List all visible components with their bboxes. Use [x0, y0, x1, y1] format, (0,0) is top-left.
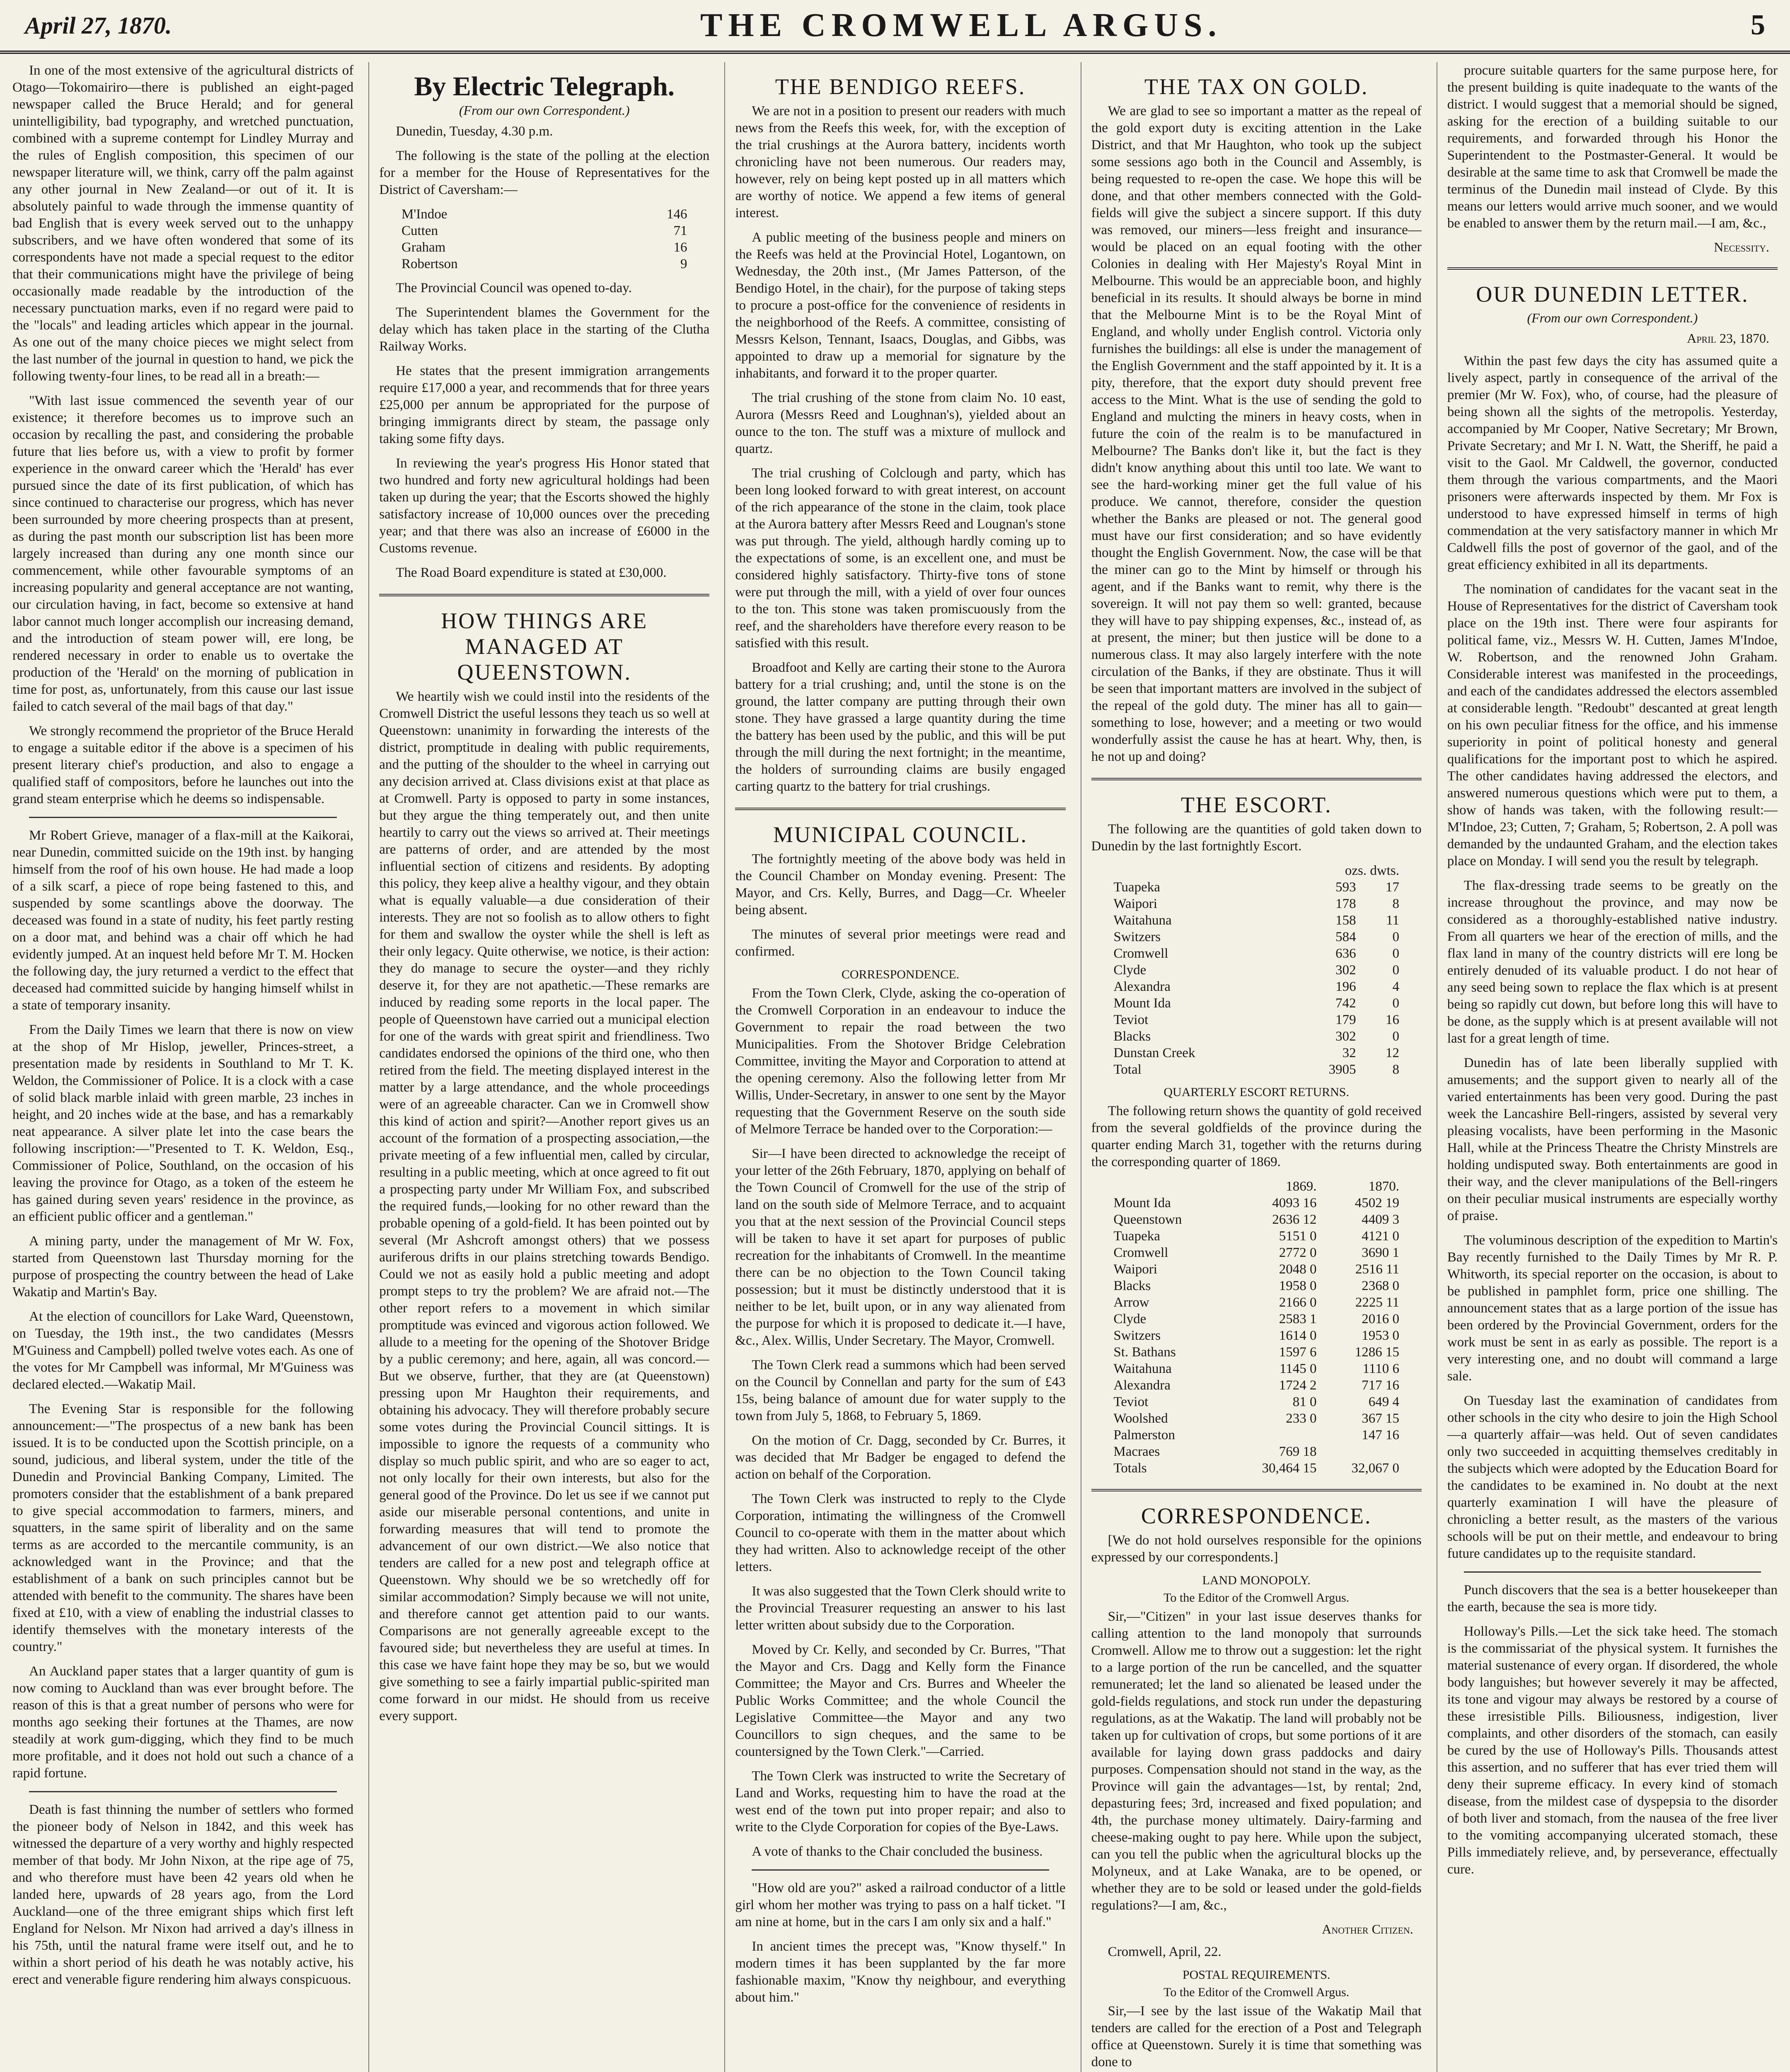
ounces: 32	[1342, 1046, 1356, 1060]
paragraph: In reviewing the year's progress His Honor stated that two hundred and forty new agricultural holdings had been taken up during the year; that the Escorts showed the highly satisfactory increase of 10,000 ounces over the preceding year; and that there was also an increase of £6000 in the Customs revenue.	[379, 456, 710, 556]
place: Waipori	[1113, 896, 1157, 911]
divider	[29, 1791, 337, 1792]
ounces: 742	[1335, 996, 1356, 1011]
table-row	[1111, 995, 1402, 1012]
value-1869: 769 18	[1279, 1444, 1317, 1459]
subheading: CORRESPONDENCE.	[841, 968, 960, 981]
candidate-votes: 16	[673, 240, 687, 255]
divider	[752, 1869, 1049, 1871]
year-header: 1869.	[1286, 1179, 1317, 1194]
dunedin-letter-date: April 23, 1870.	[1687, 331, 1769, 346]
letter-signature: Another Citizen.	[1322, 1922, 1413, 1936]
total-1870: 32,067 0	[1351, 1461, 1399, 1476]
table-row	[1111, 945, 1402, 962]
pennyweights: 16	[1385, 1012, 1399, 1027]
candidate-name: Robertson	[402, 257, 458, 271]
table-row	[1111, 1228, 1402, 1244]
value-1869	[1226, 1427, 1319, 1443]
value-1870: 1110 6	[1362, 1361, 1399, 1376]
value-1870: 1286 15	[1355, 1345, 1399, 1360]
place: Arrow	[1113, 1295, 1149, 1310]
table-row	[1111, 912, 1402, 929]
paragraph: The trial crushing of the stone from claim No. 10 east, Aurora (Messrs Reed and Loughnan's), yielded about an ounce to the ton. The stuff was a mixture of mullock and quartz.	[735, 390, 1066, 456]
total-pennyweights: 8	[1392, 1062, 1399, 1077]
place: Woolshed	[1113, 1411, 1168, 1426]
value-1869: 1145 0	[1279, 1361, 1317, 1376]
editorial-note: [We do not hold ourselves responsible for the opinions expressed by our correspondents.]	[1091, 1533, 1422, 1565]
paragraph: The following are the quantities of gold taken down to Dunedin by the last fortnightly Escort.	[1091, 822, 1422, 854]
managed-heading: HOW THINGS ARE MANAGED AT QUEENSTOWN.	[441, 608, 648, 685]
year-header: 1870.	[1368, 1179, 1399, 1194]
ounces: 584	[1335, 929, 1356, 944]
column-4	[1081, 62, 1422, 2072]
paragraph: Dunedin has of late been liberally supplied with amusements; and the support given to nearly all of the varied entertainments has been very good. During the past week the Lancashire Bell-ringers, assisted by several very pleasing vocalists, have been performing in the Masonic Hall, while at the Princess Theatre the Christy Minstrels are holding undisputed sway. Both entertainments are good in their way, and the clever manipulations of the Bell-ringers on their peculiar musical instruments are especially worthy of praise.	[1447, 1055, 1778, 1223]
letter-body: Sir,—I see by the last issue of the Wakatip Mail that tenders are called for the erection of a Post and Telegraph office at Queenstown. Surely it is time that something was done to	[1091, 2004, 1422, 2070]
place: Waitahuna	[1113, 1361, 1172, 1376]
paragraph: From the Town Clerk, Clyde, asking the co-operation of the Cromwell Corporation in an endeavour to induce the Government to repair the road between the two Municipalities. From the Shotover Bridge Celebration Committee, inviting the Mayor and Corporation to attend at the opening ceremony. Also the following letter from Mr Willis, Under-Secretary, in answer to one sent by the Mayor requesting that the Government Reserve on the south side of Melmore Terrace be handed over to the Corporation:—	[735, 986, 1066, 1137]
pennyweights: 0	[1392, 929, 1399, 944]
poll-table	[399, 206, 690, 272]
page-number: 5	[1750, 9, 1765, 41]
table-row	[1111, 1311, 1402, 1327]
table-row	[1111, 1012, 1402, 1028]
reefs-heading: THE BENDIGO REEFS.	[775, 74, 1026, 99]
value-1870: 2368 0	[1362, 1278, 1399, 1293]
value-1869: 1614 0	[1279, 1328, 1317, 1343]
value-1870	[1319, 1443, 1402, 1460]
value-1869: 2048 0	[1279, 1262, 1317, 1277]
ounces: 302	[1335, 1029, 1356, 1044]
place: Waipori	[1113, 1262, 1157, 1277]
paragraph: The nomination of candidates for the vacant seat in the House of Representatives for the district of Caversham took place on the 19th inst. There were four aspirants for political fame, viz., Messrs W. H. Cutten, James M'Indoe, W. Robertson, and the renowned John Graham. Considerable interest was manifested in the proceedings, and each of the candidates addressed the electors assembled at considerable length. "Redoubt" descanted at great length on his own peculiar fitness for the office, and his immense superiority in point of political honesty and general qualifications for the important post to which he aspired. The other candidates having addressed the electors, and answered numerous questions which were put to them, a show of hands was taken, with the following result:—M'Indoe, 23; Cutten, 7; Graham, 5; Robertson, 2. A poll was demanded by the undaunted Graham, and the election takes place on Monday. I will send you the result by telegraph.	[1447, 582, 1778, 869]
paragraph: In one of the most extensive of the agricultural districts of Otago—Tokomairiro—there is published an eight-paged newspaper called the Bruce Herald; and for general unintelligibility, bad typography, and wretched punctuation, combined with a supreme contempt for Lindley Murray and the rules of English composition, this specimen of our newspaper literature will, we think, carry off the palm against any other journal in New Zealand—or out of it. It is absolutely painful to wade through the immense quantity of bad English that is every week served out to the unhappy subscribers, and we have often wondered that some of its correspondents have not made a special request to the editor that their communications might have the privilege of being occasionally made readable by the introduction of the necessary punctuation marks, even if no regard were paid to the "locals" and leading articles which appear in the journal. As one out of the many choice pieces we might select from the last number of the journal in question to hand, we pick the following twenty-four lines, to be read all in a breath:—	[12, 63, 354, 384]
pennyweights: 12	[1385, 1046, 1399, 1060]
table-row	[1111, 1443, 1402, 1460]
value-1869: 2636 12	[1272, 1212, 1317, 1227]
pennyweights: 4	[1392, 979, 1399, 994]
section-divider	[735, 808, 1065, 810]
table-row	[1111, 1294, 1402, 1311]
pennyweights: 0	[1392, 996, 1399, 1011]
place: Tuapeka	[1113, 880, 1160, 895]
tax-heading: THE TAX ON GOLD.	[1144, 74, 1369, 99]
issue-date: April 27, 1870.	[25, 12, 172, 39]
total-1869: 30,464 15	[1262, 1461, 1317, 1476]
paragraph: He states that the present immigration arrangements require £17,000 a year, and recommends that for three years £25,000 per annum be appropriated for the purpose of bringing immigrants direct by steam, the passage only taking some fifty days.	[379, 363, 710, 446]
letter-addressee: To the Editor of the Cromwell Argus.	[1164, 1985, 1350, 1999]
value-1869: 1724 2	[1279, 1378, 1317, 1393]
table-row	[1111, 1427, 1402, 1443]
paragraph: Within the past few days the city has assumed quite a lively aspect, partly in consequence of the arrival of the premier (Mr W. Fox), who, of course, had the pleasure of being shown all the sights of the metropolis. Yesterday, accompanied by Mr Cooper, Native Secretary; Mr Brown, Private Secretary; and Mr I. N. Watt, the Sheriff, he paid a visit to the Gaol. Mr Caldwell, the governor, conducted them through the various compartments, and the Maori prisoners were afterwards inspected by them. Mr Fox is understood to have expressed himself in terms of high commendation at the very satisfactory manner in which Mr Caldwell fills the post of governor of the gaol, and of the great efficiency exhibited in all its departments.	[1447, 353, 1778, 572]
pennyweights: 8	[1392, 896, 1399, 911]
table-row	[399, 223, 690, 239]
place: Waitahuna	[1113, 913, 1172, 928]
correspondence-heading: CORRESPONDENCE.	[1141, 1503, 1372, 1528]
paragraph: Death is fast thinning the number of settlers who formed the pioneer body of Nelson in 1842, and this week has witnessed the departure of a very worthy and highly respected member of that body. Mr John Nixon, at the ripe age of 75, and who therefore must have been 42 years old when he landed here, upwards of 28 years ago, from the Lord Auckland—one of the three emigrant ships which first left England for Nelson. Mr Nixon had arrived a day's illness in his 75th, until the natural frame were itself out, and he to within a short period of his death he was notably active, his erect and venerable figure rendering him always conspicuous.	[12, 1802, 354, 1987]
value-1869: 4093 16	[1272, 1196, 1317, 1210]
paragraph: The following is the state of the polling at the election for a member for the House of Representatives for the District of Caversham:—	[379, 148, 710, 197]
ounces: 158	[1335, 913, 1356, 928]
place: Alexandra	[1113, 1378, 1171, 1393]
paragraph: "With last issue commenced the seventh year of our existence; it therefore becomes us to improve such an occasion by recalling the past, and considering the probable future that lies before us, with a view to profit by former experience in the onward career which the 'Herald' has ever pursued since the date of its first publication, of which has since continued to characterise our progress, which has never been surrounded by more cheering prospects than at present, as during the past month our subscription list has been more largely increased than during any one month since our commencement, while other favourable symptoms of an increasing popularity and general acceptance are not wanting, our circulation having, in fact, become so extensive at hand labor cannot much longer accomplish our increasing demand, and the introduction of steam power will, ere long, be rendered necessary in order to enable us to overtake the production of the 'Herald' on the morning of publication in time for post, as, unfortunately, from this cause our last issue failed to catch several of the mail bags of that day."	[12, 393, 354, 714]
candidate-name: Graham	[402, 240, 446, 255]
table-row	[1111, 1410, 1402, 1427]
letter-continuation: procure suitable quarters for the same purpose here, for the present building is quite inadequate to the wants of the district. I would suggest that a memorial should be signed, asking for the erection of a building suitable to our requirements, and forwarded through his Honor the Superintendent to the Postmaster-General. It would be desirable at the same time to ask that Cromwell be made the terminus of the Dunedin mail instead of Clyde. By this means our letters would arrive much sooner, and we would be enabled to answer them by the return mail.—I am, &c.,	[1447, 63, 1778, 231]
value-1870: 2516 11	[1355, 1262, 1399, 1277]
value-1870: 1953 0	[1362, 1328, 1399, 1343]
value-1870: 4409 3	[1362, 1212, 1399, 1227]
candidate-votes: 9	[680, 257, 687, 271]
total-row	[1111, 1460, 1402, 1477]
dunedin-letter-subtitle: (From our own Correspondent.)	[1527, 310, 1698, 325]
value-1869: 5151 0	[1279, 1229, 1317, 1244]
place: St. Bathans	[1113, 1345, 1176, 1360]
paragraph: We are glad to see so important a matter as the repeal of the gold export duty is exciting attention in the Lake District, and that Mr Haughton, who took up the subject some sessions ago both in the Council and Assembly, is being requested to re-open the case. We hope this will be done, and that other members connected with the Gold-fields will give the subject a sincere support. If this duty was removed, our miners—less freight and insurance—would be placed on an equal footing with the other Colonies in dealing with Her Majesty's Royal Mint in Melbourne. This would be an appreciable boon, and highly beneficial in its results. It should always be borne in mind that the Melbourne Mint is to be the Royal Mint of England, and wholly under English control. Victoria only furnishes the buildings: all else is under the management of the English Government and the staff appointed by it. It is a pity, therefore, that the export duty should prevent free access to the Mint. What is the use of sending the gold to England and mulcting the miners in heavy costs, when in future the coin of the realm is to be manufactured in Melbourne? The Banks don't like it, but the fact is they didn't know anything about this until too late. We want to see the hard-working miner get the full value of his produce. We cannot, therefore, consider the question whether the Banks are pleased or not. The general good must have our first consideration; and so have evidently thought the English Government. Now, the case will be that the miner can go to the Mint by himself or through his agent, and if the Banks want to remit, why there is the sovereign. It will not pay them so well: granted, because they will have to pay shipping expenses, &c., instead of, as at present, the miner; but then justice will be done to a numerous class. It may also largely interfere with the note circulation of the Banks, if they are obstinate. Thus it will be seen that important matters are involved in the subject of the repeal of the gold duty. The miner has all to gain—something to lose, however; and a meeting or two would wonderfully assist the cause he has at heart. Why, then, is he not up and doing?	[1091, 104, 1422, 764]
place: Blacks	[1113, 1029, 1151, 1044]
telegraph-subtitle: (From our own Correspondent.)	[459, 103, 630, 118]
unit-header: ozs. dwts.	[1345, 863, 1399, 878]
letter-title: POSTAL REQUIREMENTS.	[1182, 1968, 1330, 1982]
table-row	[1111, 1261, 1402, 1278]
paragraph: Broadfoot and Kelly are carting their stone to the Aurora battery for a trial crushing; and, until the stone is on the ground, the latter company are putting through their own stone. They have grassed a large quantity during the time the battery has been used by the public, and this will be put through the mill during the next fortnight; in the meantime, the holders of surrounding claims are busily engaged carting quartz to the battery for trial crushings.	[735, 660, 1066, 794]
place: Clyde	[1113, 1312, 1147, 1326]
candidate-name: Cutten	[402, 223, 438, 238]
table-row	[399, 256, 690, 272]
place: Alexandra	[1113, 979, 1171, 994]
section-divider	[379, 594, 709, 596]
letter-place: Cromwell, April, 22.	[1108, 1944, 1222, 1959]
place: Tuapeka	[1113, 1229, 1160, 1244]
value-1870: 3690 1	[1362, 1245, 1399, 1260]
place: Mount Ida	[1113, 996, 1171, 1011]
place: Cromwell	[1113, 946, 1168, 961]
table-row	[1111, 1278, 1402, 1294]
escort-heading: THE ESCORT.	[1180, 792, 1332, 817]
paragraph: The voluminous description of the expedition to Martin's Bay recently furnished to the Daily Times by Mr R. P. Whitworth, its special reporter on the occasion, is about to be published in pamphlet form, price one shilling. The announcement states that as a large portion of the issue has been ordered by the Provincial Government, orders for the work must be sent in as early as possible. The report is a very interesting one, and no doubt will command a large sale.	[1447, 1233, 1778, 1384]
telegraph-heading: By Electric Telegraph.	[414, 71, 675, 102]
table-row	[1111, 1377, 1402, 1394]
paragraph: Mr Robert Grieve, manager of a flax-mill at the Kaikorai, near Dunedin, committed suicide on the 19th inst. by hanging himself from the roof of his own house. He had made a loop of a silk scarf, a piece of rope being fastened to this, and suspended by some scantlings above the doorway. The deceased was found in a state of nudity, his feet partly resting on a door mat, and behind was a chair off which he had evidently jumped. At an inquest held before Mr T. M. Hocken the following day, the jury returned a verdict to the effect that deceased had committed suicide by hanging himself whilst in a state of temporary insanity.	[12, 828, 354, 1013]
value-1870: 367 15	[1362, 1411, 1399, 1426]
paragraph: Sir—I have been directed to acknowledge the receipt of your letter of the 26th February, 1870, applying on behalf of the Town Council of Cromwell for the use of the strip of land on the south side of Melmore Terrace, and to acquaint you that at the next session of the Provincial Council steps will be taken to have it set apart for purposes of public recreation for the inhabitants of Cromwell. In the meantime there can be no objection to the Town Council taking possession; but it must be distinctly understood that it is neither to be let, built upon, or in any way alienated from the purpose for which it is proposed to dedicate it.—I have, &c., Alex. Willis, Under Secretary. The Mayor, Cromwell.	[735, 1146, 1066, 1348]
section-divider	[1447, 267, 1778, 270]
total-label: Totals	[1113, 1461, 1147, 1476]
place: Queenstown	[1113, 1212, 1182, 1227]
paragraph: The flax-dressing trade seems to be greatly on the increase throughout the province, and may now be considered as a thoroughly-established native industry. From all quarters we hear of the erection of mills, and the flax land in many of the country districts will ere long be entirely denuded of its valuable product. I do not hear of any seed being sown to replace the flax which is at present being so rapidly cut down, but before long this will have to be done, as the supply which is at present available will not last for a great length of time.	[1447, 878, 1778, 1046]
ounces: 178	[1335, 896, 1356, 911]
divider	[1464, 1571, 1761, 1573]
dateline: Dunedin, Tuesday, 4.30 p.m.	[396, 124, 553, 139]
value-1869: 2772 0	[1279, 1245, 1317, 1260]
value-1869: 1597 6	[1279, 1345, 1317, 1360]
total-row	[1111, 1061, 1402, 1078]
paragraph: The fortnightly meeting of the above body was held in the Council Chamber on Monday evening. Present: The Mayor, and Crs. Kelly, Burres, and Dagg—Cr. Wheeler being absent.	[735, 852, 1066, 917]
quarterly-table	[1111, 1178, 1402, 1477]
paragraph: On the motion of Cr. Dagg, seconded by Cr. Burres, it was decided that Mr Badger be engaged to defend the action on behalf of the Corporation.	[735, 1433, 1066, 1482]
subheading: QUARTERLY ESCORT RETURNS.	[1164, 1085, 1349, 1099]
pennyweights: 11	[1386, 913, 1399, 928]
paragraph: The Town Clerk was instructed to reply to the Clyde Corporation, intimating the willingness of the Cromwell Council to co-operate with them in the matter about which they had written. Also to acknowledge receipt of the other letters.	[735, 1491, 1066, 1574]
table-row	[1111, 929, 1402, 945]
paragraph: Punch discovers that the sea is a better housekeeper than the earth, because the sea is more tidy.	[1447, 1583, 1778, 1615]
escort-table	[1111, 862, 1402, 1078]
pennyweights: 0	[1392, 946, 1399, 961]
place: Dunstan Creek	[1113, 1046, 1195, 1060]
paragraph: The Provincial Council was opened to-day.	[396, 281, 632, 295]
place: Switzers	[1113, 929, 1161, 944]
place: Clyde	[1113, 963, 1147, 978]
value-1870: 2016 0	[1362, 1312, 1399, 1326]
table-row	[1111, 1195, 1402, 1211]
paragraph: A vote of thanks to the Chair concluded the business.	[752, 1844, 1043, 1859]
paragraph: In ancient times the precept was, "Know thyself." In modern times it has been supplanted by the far more fashionable maxim, "Know thy neighbour, and everything about him."	[735, 1939, 1066, 2005]
ounces: 196	[1335, 979, 1356, 994]
table-row	[1111, 896, 1402, 912]
table-row	[1111, 1394, 1402, 1410]
total-label: Total	[1113, 1062, 1142, 1077]
value-1870: 649 4	[1368, 1394, 1399, 1409]
value-1870: 147 16	[1362, 1428, 1399, 1443]
table-row	[399, 239, 690, 256]
table-row	[1111, 1327, 1402, 1344]
candidate-name: M'Indoe	[402, 207, 448, 222]
pennyweights: 0	[1392, 1029, 1399, 1044]
pennyweights: 0	[1392, 963, 1399, 978]
paragraph: At the election of councillors for Lake Ward, Queenstown, on Tuesday, the 19th inst., the two candidates (Messrs M'Guiness and Campbell) polled twelve votes each. As one of the votes for Mr Campbell was informal, Mr M'Guiness was declared elected.—Wakatip Mail.	[12, 1309, 354, 1392]
candidate-votes: 146	[667, 207, 687, 222]
table-row	[1111, 962, 1402, 978]
table-row	[1111, 1045, 1402, 1061]
table-row	[1111, 1244, 1402, 1261]
paragraph: Moved by Cr. Kelly, and seconded by Cr. Burres, "That the Mayor and Crs. Dagg and Kelly form the Finance Committee; the Mayor and Crs. Burres and Wheeler the Public Works Committee; and the whole Council the Legislative Committee—the Mayor and any two Councillors to sign cheques, and the same to be countersigned by the Town Clerk."—Carried.	[735, 1642, 1066, 1759]
paragraph: A public meeting of the business people and miners on the Reefs was held at the Provincial Hotel, Logantown, on Wednesday, the 20th inst., (Mr James Patterson, of the Bendigo Hotel, in the chair), for the purpose of taking steps to procure a post-office for the convenience of residents in the neighborhood of the Reefs. A committee, consisting of Messrs Kelson, Tennant, Isaacs, Douglas, and Gibbs, was appointed to draw up a memorial for signature by the inhabitants, and forward it to the proper quarter.	[735, 230, 1066, 381]
table-row	[399, 206, 690, 223]
column-5	[1437, 62, 1778, 2072]
paragraph: We heartily wish we could instil into the residents of the Cromwell District the useful lessons they teach us so well at Queenstown: unanimity in forwarding the interests of the district, promptitude in dealing with public requirements, and the putting of the shoulder to the wheel in carrying out any decision arrived at. Class divisions exist at that place as at Cromwell. Party is opposed to party in some instances, but they argue the thing temperately out, and then unite heartily to carry out the views so arrived at. Their meetings are patterns of order, and are attended by the most influential section of citizens and residents. By adopting this policy, they keep alive a healthy vigour, and they obtain what is equally valuable—a due consideration of their interests. They are not so foolish as to allow others to fight for them and swallow the oyster while the shell is left as their only legacy. Quite otherwise, we notice, is their action: they do manage to secure the oyster—and they richly deserve it, for they are not apathetic.—These remarks are induced by reading some reports in the local paper. The people of Queenstown have carried out a municipal election for one of the wards with great spirit and friendliness. Two candidates endorsed the opinions of the third one, who then retired from the field. The meeting displayed interest in the matter by a large attendance, and the whole proceedings were of an agreeable character. Can we in Cromwell show this kind of action and spirit?—Another report gives us an account of the formation of a prospecting association,—the private meeting of a few influential men, called by circular, resulting in a public meeting, which at once agreed to fit out a prospecting party under Mr William Fox, and subscribed the required funds,—looking for no other reward than the probable opening of a gold-field. It has been pointed out by several (Mr Ashcroft amongst others) that we possess auriferous drifts in our plains stretching towards Bendigo. Could we not as easily hold a public meeting and adopt prompt steps to try the problem? We are afraid not.—The other report refers to a movement in which similar promptitude was evinced and vigorous action followed. We allude to a meeting for the opening of the Shotover Bridge by a public ceremony; and here, again, all was concord.—But we observe, further, that they are (at Queenstown) pressing upon Mr Haughton their requirements, and obtaining his advocacy. They will therefore probably secure some votes during the Provincial Council sittings. It is impossible to ignore the requests of a community who display so much public spirit, and who are so eager to act, not only locally for their own interests, but also for the general good of the Province. Do let us see if we cannot put aside our miserable personal contentions, and unite in forwarding measures that will tend to promote the advancement of our own district.—We also notice that tenders are called for a new post and telegraph office at Queenstown. Why should we be so wretchedly off for similar accommodation? Simply because we will not unite, and therefore cannot get attention paid to our wants. Comparisons are not generally agreeable except to the favoured side; but nevertheless they are useful at times. In this case we have faint hope they may be so, but we would give something to see a fairly impartial public-spirited man come forward in our midst. He should from us receive every support.	[379, 689, 710, 1723]
section-divider	[1091, 1489, 1422, 1491]
dunedin-letter-heading: OUR DUNEDIN LETTER.	[1476, 282, 1749, 307]
paragraph: The Road Board expenditure is stated at £30,000.	[396, 565, 667, 580]
paragraph: The Town Clerk was instructed to write the Secretary of Land and Works, requesting him to have the road at the west end of the town put into proper repair; and also to write to the Clyde Corporation for copies of the Bye-Laws.	[735, 1769, 1066, 1835]
place: Switzers	[1113, 1328, 1161, 1343]
paragraph: We are not in a position to present our readers with much news from the Reefs this week, for, with the exception of the trial crushings at the Aurora battery, incidents worth chronicling have not been numerous. Our readers may, however, rely on being kept posted up in all matters which are worthy of notice. We append a few items of general interest.	[735, 104, 1066, 220]
candidate-votes: 71	[673, 223, 687, 238]
value-1869: 1958 0	[1279, 1278, 1317, 1293]
table-row	[1111, 1028, 1402, 1045]
value-1869: 2583 1	[1279, 1312, 1317, 1326]
paragraph: An Auckland paper states that a larger quantity of gum is now coming to Auckland than was ever brought before. The reason of this is that a great number of persons who were for months ago seeking their fortunes at the Thames, are now steadily at work gum-digging, which they find to be much more profitable, and it does not hold out such a chance of a rapid fortune.	[12, 1664, 354, 1781]
place: Teviot	[1113, 1394, 1149, 1409]
columns	[12, 62, 1778, 2072]
column-2	[368, 62, 709, 2072]
section-divider	[1091, 778, 1422, 780]
table-row	[1111, 879, 1402, 896]
place: Mount Ida	[1113, 1196, 1171, 1210]
council-heading: MUNICIPAL COUNCIL.	[773, 822, 1028, 847]
place: Macraes	[1113, 1444, 1160, 1459]
paragraph: The Evening Star is responsible for the following announcement:—"The prospectus of a new bank has been issued. It is to be conducted upon the Scottish principle, on a sound, judicious, and liberal system, under the title of the Dunedin and Provincial Banking Company, Limited. The promoters consider that the establishment of a bank prepared to give special accommodation to farmers, miners, and squatters, in the same spirit of liberality and on the same terms as are accorded to the mercantile community, is an acknowledged want in the Province; and that the establishment of a bank on such principles cannot but be attended with benefit to the community. The shares have been fixed at £10, with a view of enabling the industrial classes to identify themselves with the monetary interests of the country."	[12, 1402, 354, 1654]
ounces: 179	[1335, 1012, 1356, 1027]
value-1870: 2225 11	[1355, 1295, 1399, 1310]
total-ounces: 3905	[1328, 1062, 1356, 1077]
divider	[29, 817, 337, 818]
table-row	[1111, 1344, 1402, 1360]
paper-title: THE CROMWELL ARGUS.	[700, 7, 1222, 44]
value-1869: 81 0	[1292, 1394, 1317, 1409]
paragraph: The trial crushing of Colclough and party, which has been long looked forward to with great interest, on account of the rich appearance of the stone in the claim, took place at the Aurora battery after Messrs Reed and Lougnan's stone was put through. The yield, although hardly coming up to the expectations of some, is an excellent one, and must be considered highly satisfactory. Thirty-five tons of stone were put through the mill, with a yield of over four ounces to the ton. This stone was taken promiscuously from the reef, and the shareholders have therefore every reason to be satisfied with this result.	[735, 466, 1066, 651]
ounces: 593	[1335, 880, 1356, 895]
paragraph: The Superintendent blames the Government for the delay which has taken place in the starting of the Clutha Railway Works.	[379, 305, 710, 354]
letter-addressee: To the Editor of the Cromwell Argus.	[1164, 1591, 1350, 1605]
place: Teviot	[1113, 1012, 1149, 1027]
paragraph: It was also suggested that the Town Clerk should write to the Provincial Treasurer requesting an answer to his last letter written about subsidy due to the Corporation.	[735, 1584, 1066, 1633]
ounces: 302	[1335, 963, 1356, 978]
table-row	[1111, 978, 1402, 995]
value-1869: 233 0	[1286, 1411, 1317, 1426]
value-1870: 4121 0	[1362, 1229, 1399, 1244]
letter-body: Sir,—"Citizen" in your last issue deserves thanks for calling attention to the land monopoly that surrounds Cromwell. Allow me to throw out a suggestion: let the right to a large portion of the run be cancelled, and the squatter remunerated; let the land so alienated be leased under the gold-fields regulations, and stock run under the depasturing regulations, as at the Wakatip. The land will probably not be taken up for cultivation of crops, but some portions of it are available for laying down grass paddocks and dairy purposes. Compensation should not stand in the way, as the Province will gain the advantages—1st, by rental; 2nd, depasturing fees; 3rd, increased and fixed population; and 4th, the purchase money ultimately. Dairy-farming and cheese-making ought to pay here. While upon the subject, can you tell the public when the agricultural blocks up the Molyneux, and at Lake Wanaka, are to be opened, or whether they are to be sold or leased under the gold-fields regulations?—I am, &c.,	[1091, 1609, 1422, 1913]
paragraph: The minutes of several prior meetings were read and confirmed.	[735, 927, 1066, 959]
value-1870: 4502 19	[1355, 1196, 1399, 1210]
paragraph: A mining party, under the management of Mr W. Fox, started from Queenstown last Thursday morning for the purpose of prospecting the country between the head of Lake Wakatip and Martin's Bay.	[12, 1234, 354, 1300]
place: Cromwell	[1113, 1245, 1168, 1260]
paragraph: "How old are you?" asked a railroad conductor of a little girl whom her mother was trying to pass on a half ticket. "I am nine at home, but in the cars I am only six and a half."	[735, 1881, 1066, 1929]
letter-title: LAND MONOPOLY.	[1202, 1573, 1311, 1587]
ounces: 636	[1335, 946, 1356, 961]
value-1870: 717 16	[1362, 1378, 1399, 1393]
paragraph: Holloway's Pills.—Let the sick take heed. The stomach is the commissariat of the physical system. It furnishes the material sustenance of every organ. If disordered, the whole body languishes; but however severely it may be affected, its tone and vigour may always be restored by a course of these irresistible Pills. Biliousness, indigestion, liver complaints, and other disorders of the stomach, can easily be cured by the use of Holloway's Pills. Thousands attest this assertion, and no sufferer that has ever tried them will deny their supreme efficacy. In every kind of stomach disease, from the mildest case of dyspepsia to the disorder of both liver and stomach, from the nausea of the free liver to the vomiting accompanying ulcerated stomach, these Pills immediately relieve, and, by perseverance, effectually cure.	[1447, 1624, 1778, 1877]
paragraph: The following return shows the quantity of gold received from the several goldfields of the province during the quarter ending March 31, together with the returns during the corresponding quarter of 1869.	[1091, 1104, 1422, 1169]
letter-signature: Necessity.	[1714, 240, 1769, 254]
column-3	[724, 62, 1065, 2072]
masthead	[0, 0, 1790, 54]
paragraph: The Town Clerk read a summons which had been served on the Council by Connellan and party for the sum of £43 15s, being balance of amount due for water supply to the town from July 5, 1868, to February 5, 1869.	[735, 1358, 1066, 1423]
table-row	[1111, 1211, 1402, 1228]
paragraph: We strongly recommend the proprietor of the Bruce Herald to engage a suitable editor if the above is a specimen of his present literary chief's production, and also to engage a qualified staff of compositors, before he launches out into the grand steam enterprise which he deems so indispensable.	[12, 724, 354, 806]
paragraph: On Tuesday last the examination of candidates from other schools in the city who desire to join the High School—a quarterly affair—was held. Out of seven candidates only two succeeded in acquitting themselves creditably in the subjects which were adopted by the Education Board for the candidates to be examined in. No doubt at the next quarterly examination I will have the pleasure of chronicling a better result, as the masters of the various schools will be put on their mettle, and endeavour to bring future candidates up to the requisite standard.	[1447, 1393, 1778, 1561]
value-1869: 2166 0	[1279, 1295, 1317, 1310]
pennyweights: 17	[1385, 880, 1399, 895]
column-1	[12, 62, 353, 2072]
place: Blacks	[1113, 1278, 1151, 1293]
place: Palmerston	[1113, 1428, 1175, 1443]
paragraph: From the Daily Times we learn that there is now on view at the shop of Mr Hislop, jeweller, Princes-street, a presentation made by residents in Southland to Mr T. K. Weldon, the Commissioner of Police. It is a clock with a case of solid black marble inlaid with green marble, 23 inches in height, and 20 inches wide at the base, and has a remarkably neat appearance. A silver plate let into the case bears the following inscription:—"Presented to T. K. Weldon, Esq., Commissioner of Police, Southland, on the occasion of his leaving the province for Otago, as a token of the esteem he has gained during seven years' residence in the province, as an efficient public officer and a gentleman."	[12, 1022, 354, 1224]
table-row	[1111, 1360, 1402, 1377]
